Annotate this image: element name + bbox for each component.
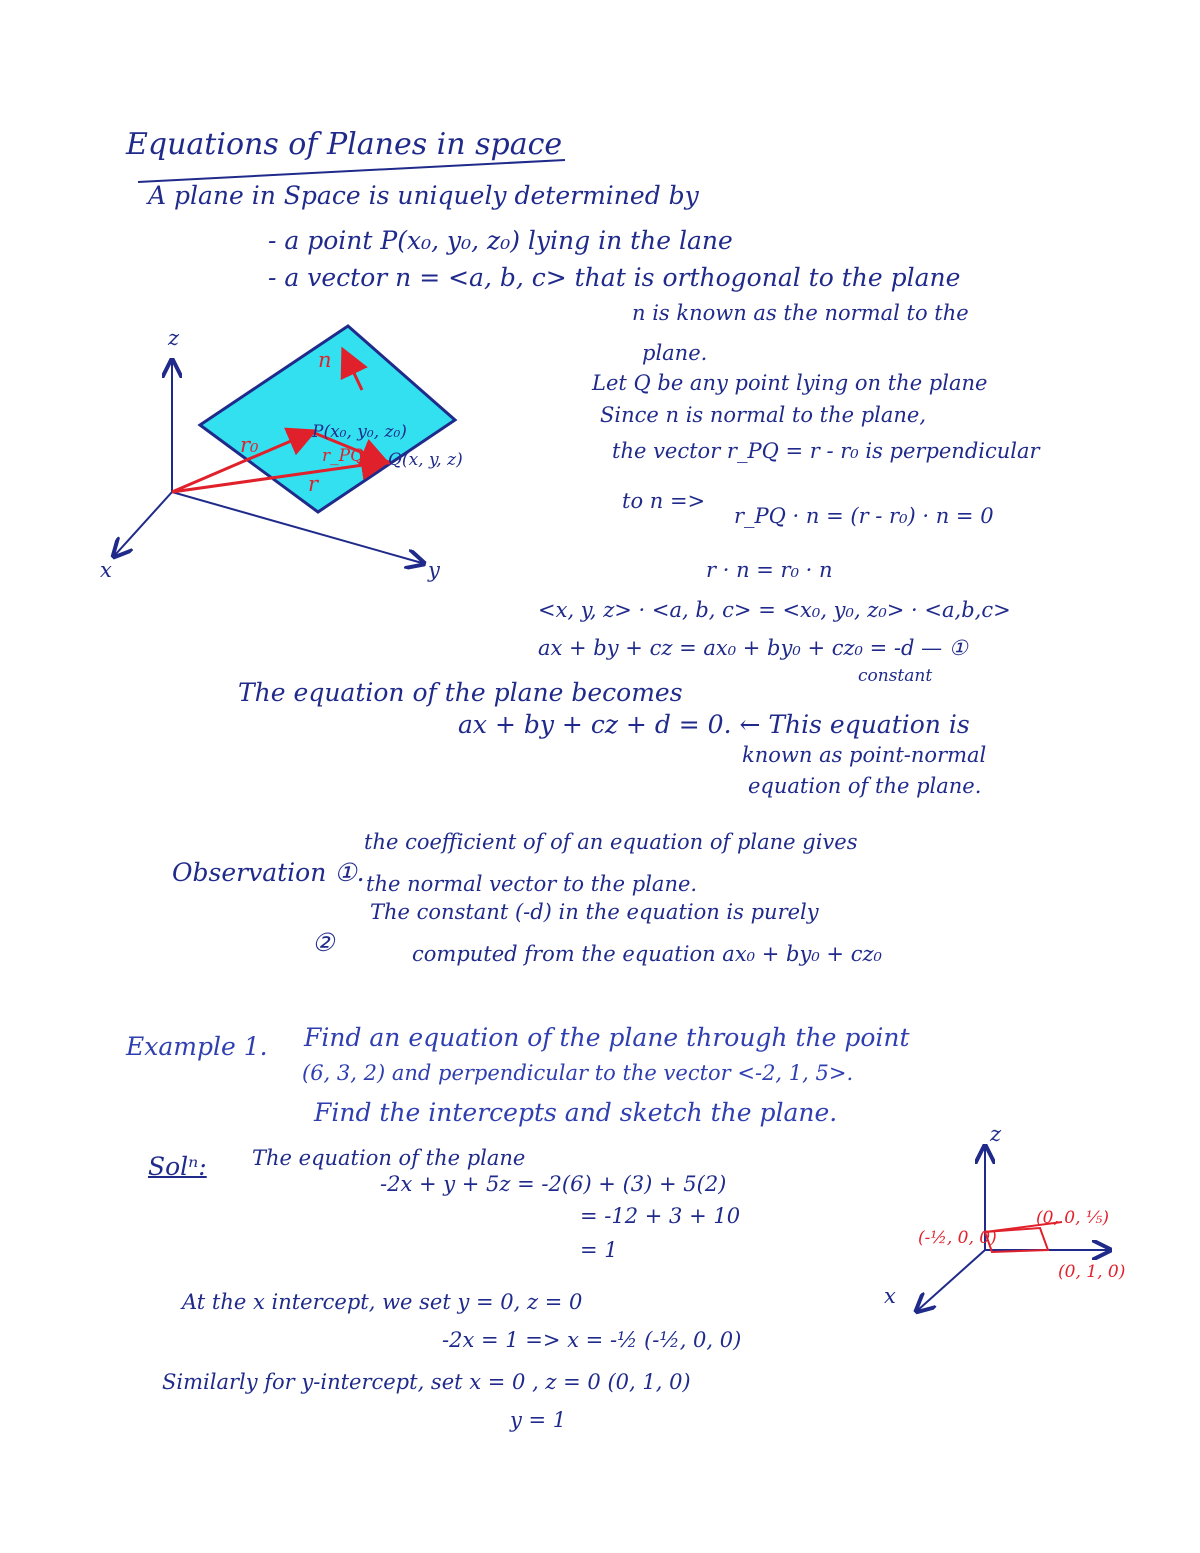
- example-label: Example 1.: [126, 1032, 268, 1061]
- observation-label: Observation ①.: [172, 858, 365, 887]
- solution-line-2: -2x + y + 5z = -2(6) + (3) + 5(2): [380, 1172, 727, 1196]
- derivation-line-7: r_PQ · n = (r - r₀) · n = 0: [734, 504, 994, 528]
- fig2-point-label-1: (0, 0, ⅕): [1036, 1208, 1109, 1228]
- intro-line-1: A plane in Space is uniquely determined by: [148, 181, 699, 210]
- fig1-label-P: P(x₀, y₀, z₀): [312, 422, 407, 442]
- fig1-label-rpq: r_PQ: [322, 446, 365, 466]
- derivation-line-4: Since n is normal to the plane,: [600, 403, 927, 427]
- solution-line-8: y = 1: [510, 1408, 567, 1432]
- solution-line-1: The equation of the plane: [252, 1146, 526, 1170]
- derivation-constant: constant: [858, 666, 933, 686]
- observation-2-line-1: The constant (-d) in the equation is purely: [370, 900, 819, 924]
- fig2-x-axis: [918, 1250, 985, 1310]
- conclusion-line-4: equation of the plane.: [748, 774, 982, 798]
- derivation-line-8: r · n = r₀ · n: [706, 558, 833, 582]
- solution-line-6: -2x = 1 => x = -½ (-½, 0, 0): [442, 1328, 742, 1352]
- fig2-point-label-2: (-½, 0, 0): [918, 1228, 997, 1248]
- fig1-axis-y: y: [428, 558, 440, 582]
- solution-line-5: At the x intercept, we set y = 0, z = 0: [182, 1290, 583, 1314]
- derivation-line-10: ax + by + cz = ax₀ + by₀ + cz₀ = -d — ①: [538, 636, 968, 660]
- conclusion-line-3: known as point-normal: [742, 743, 987, 767]
- derivation-line-2: plane.: [642, 341, 708, 365]
- conclusion-line-1: The equation of the plane becomes: [238, 678, 683, 707]
- observation-2-number: ②: [312, 928, 335, 957]
- derivation-line-1: n is known as the normal to the: [632, 301, 969, 325]
- derivation-line-6: to n =>: [622, 489, 706, 513]
- example-line-3: Find the intercepts and sketch the plane.: [314, 1098, 838, 1127]
- derivation-line-9: <x, y, z> · <a, b, c> = <x₀, y₀, z₀> · <a,b,c>: [538, 598, 1011, 622]
- fig1-label-n: n: [318, 348, 332, 372]
- fig1-label-r: r: [308, 472, 319, 496]
- fig2-point-label-3: (0, 1, 0): [1058, 1262, 1126, 1282]
- fig2-axis-z: z: [990, 1122, 1002, 1146]
- solution-label: Solⁿ:: [148, 1152, 207, 1181]
- conclusion-line-2: ax + by + cz + d = 0. ← This equation is: [458, 710, 970, 739]
- y-axis: [172, 492, 422, 563]
- observation-1-line-2: the normal vector to the plane.: [366, 872, 698, 896]
- observation-1-line-1: the coefficient of of an equation of plane gives: [364, 830, 858, 854]
- fig1-axis-z: z: [168, 326, 180, 350]
- page-title: Equations of Planes in space: [126, 127, 563, 162]
- derivation-line-5: the vector r_PQ = r - r₀ is perpendicular: [612, 439, 1040, 463]
- solution-line-4: = 1: [580, 1238, 618, 1262]
- example-line-1: Find an equation of the plane through the point: [304, 1023, 910, 1052]
- intro-line-3: - a vector n = <a, b, c> that is orthogonal to the plane: [268, 263, 961, 292]
- fig2-axis-x: x: [884, 1284, 896, 1308]
- x-axis: [115, 492, 172, 555]
- title-underline: [138, 160, 565, 182]
- solution-line-3: = -12 + 3 + 10: [580, 1204, 741, 1228]
- fig1-axis-x: x: [100, 558, 112, 582]
- derivation-line-3: Let Q be any point lying on the plane: [592, 371, 988, 395]
- solution-line-7: Similarly for y-intercept, set x = 0 , z = 0 (0, 1, 0): [162, 1370, 691, 1394]
- observation-2-line-2: computed from the equation ax₀ + by₀ + cz₀: [412, 942, 882, 966]
- intro-line-2: - a point P(x₀, y₀, z₀) lying in the lane: [268, 226, 733, 255]
- example-line-2: (6, 3, 2) and perpendicular to the vector <-2, 1, 5>.: [302, 1061, 854, 1085]
- fig1-label-Q: Q(x, y, z): [388, 450, 463, 470]
- fig1-label-r0: r₀: [240, 433, 259, 457]
